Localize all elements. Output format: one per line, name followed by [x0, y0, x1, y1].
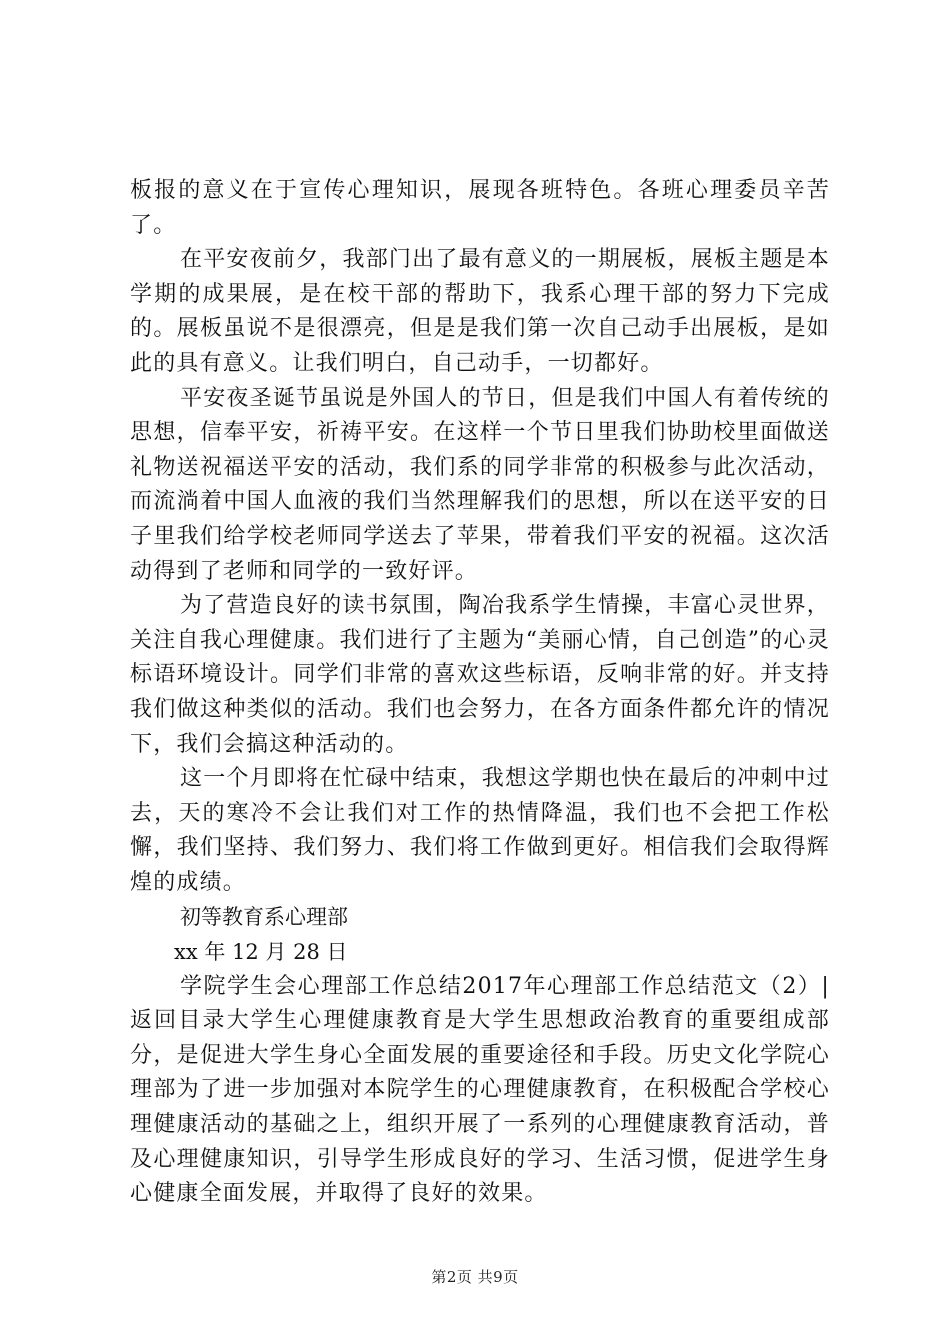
paragraph-christmas-activity: 平安夜圣诞节虽说是外国人的节日，但是我们中国人有着传统的思想，信奉平安，祈祷平安。在这样一个节日里我们协助校里面做送礼物送祝福送平安的活动，我们系的同学非常的积极参与此次活动，而流淌着中国人血液的我们当然理解我们的思想，所以在送平安的日子里我们给学校老师同学送去了苹果，带着我们平安的祝福。这次活动得到了老师和同学的一致好评。: [130, 385, 830, 584]
paragraph-christmas-eve-display: 在平安夜前夕，我部门出了最有意义的一期展板，展板主题是本学期的成果展，是在校干部的帮助下，我系心理干部的努力下完成的。展板虽说不是很漂亮，但是是我们第一次自己动手出展板，是如此的具有意义。让我们明白，自己动手，一切都好。: [130, 247, 830, 376]
paragraph-slogan-design: 为了营造良好的读书氛围，陶冶我系学生情操，丰富心灵世界，关注自我心理健康。我们进行了主题为“美丽心情，自己创造”的心灵标语环境设计。同学们非常的喜欢这些标语，反响非常的好。并支持我们做这种类似的活动。我们也会努力，在各方面条件都允许的情况下，我们会搞这种活动的。: [130, 593, 830, 757]
paragraph-continuation: 板报的意义在于宣传心理知识，展现各班特色。各班心理委员辛苦了。: [130, 178, 830, 238]
signature-department: 初等教育系心理部: [180, 905, 348, 930]
signature-date: xx 年 12 月 28 日: [174, 940, 348, 965]
paragraph-conclusion: 这一个月即将在忙碌中结束，我想这学期也快在最后的冲刺中过去，天的寒冷不会让我们对工作的热情降温，我们也不会把工作松懈，我们坚持、我们努力、我们将工作做到更好。相信我们会取得辉煌的成绩。: [130, 766, 830, 895]
page-footer: 第2页 共9页: [431, 1268, 519, 1286]
document-body: [130, 174, 830, 1212]
paragraph-next-section: 学院学生会心理部工作总结2017年心理部工作总结范文（2）|返回目录大学生心理健康教育是大学生思想政治教育的重要组成部分，是促进大学生身心全面发展的重要途径和手段。历史文化学院心理部为了进一步加强对本院学生的心理健康教育，在积极配合学校心理健康活动的基础之上，组织开展了一系列的心理健康教育活动，普及心理健康知识，引导学生形成良好的学习、生活习惯，促进学生身心健康全面发展，并取得了良好的效果。: [130, 973, 830, 1207]
